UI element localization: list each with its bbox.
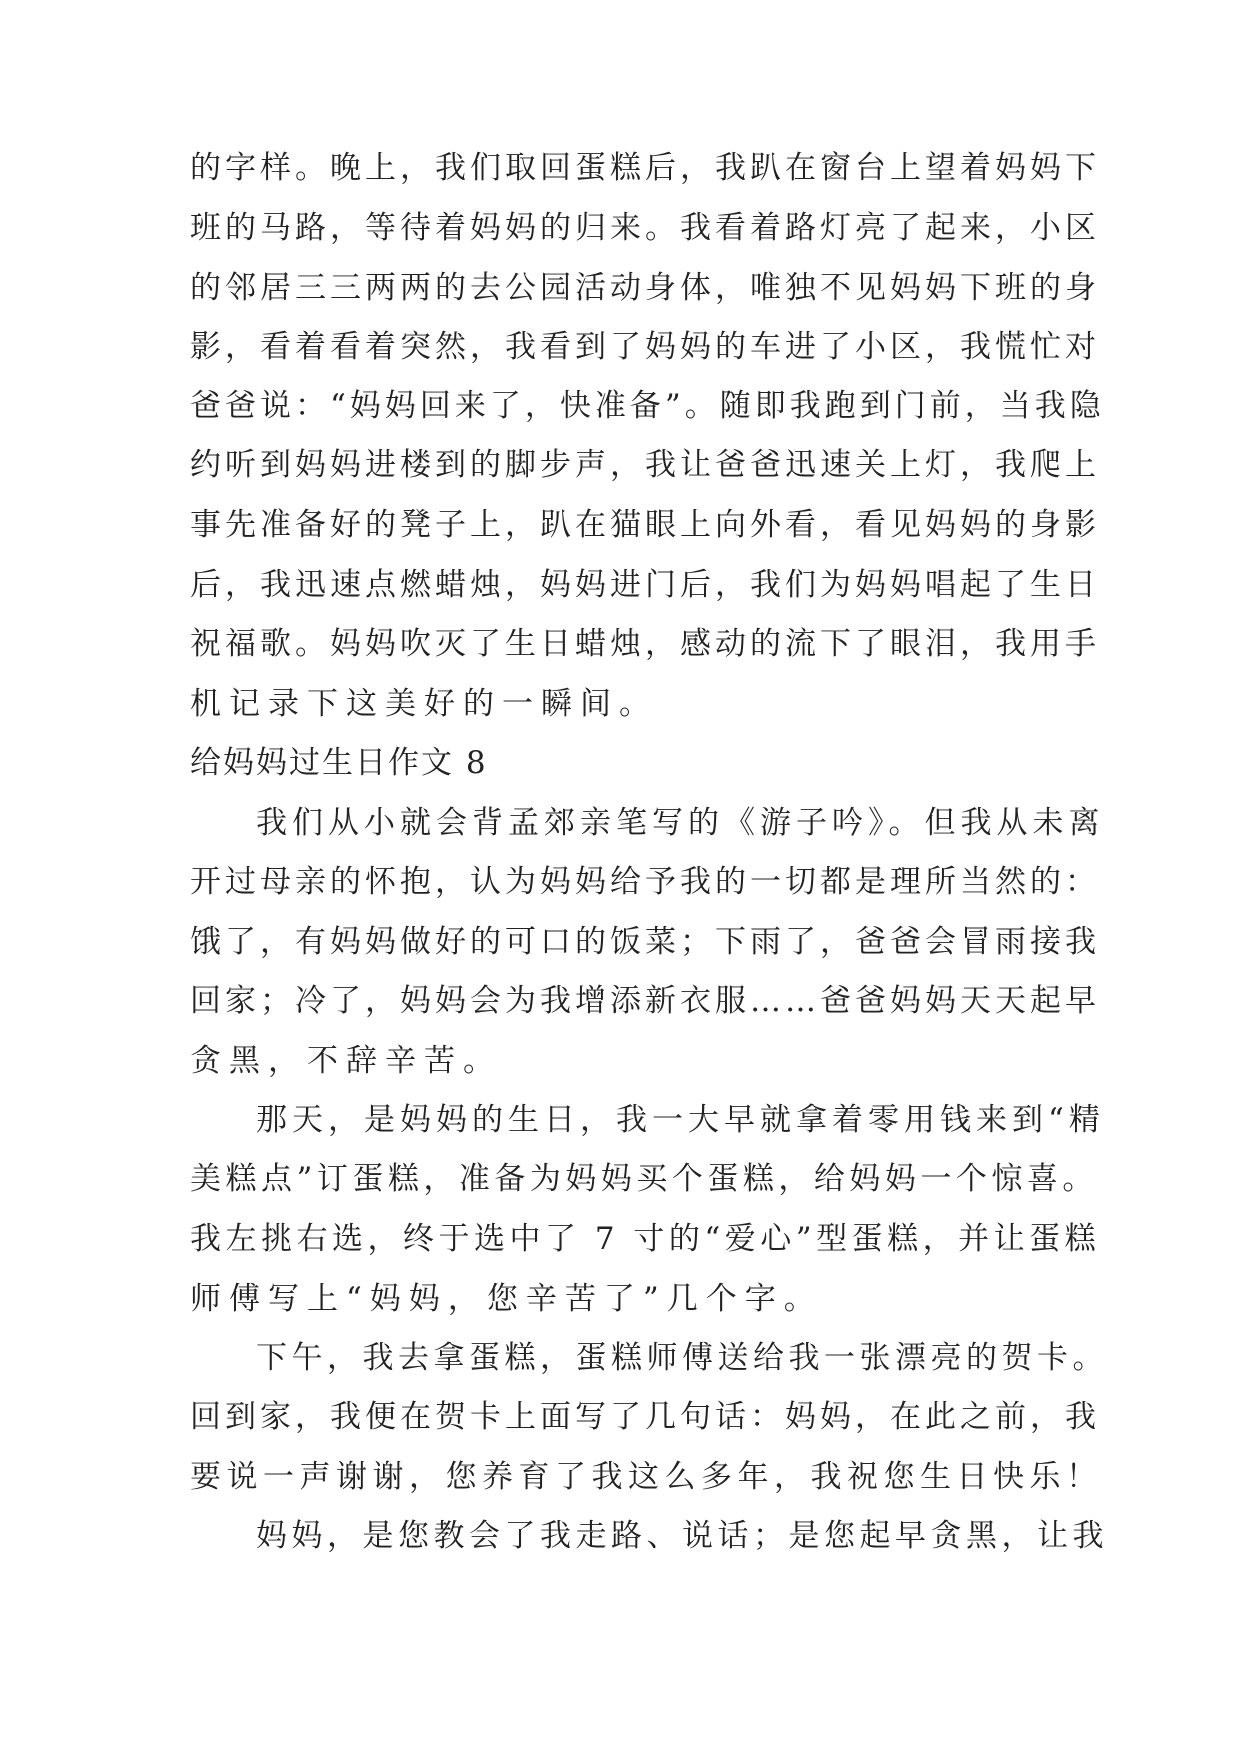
text-line: 事先准备好的凳子上，趴在猫眼上向外看，看见妈妈的身影 [190,507,1100,543]
text-line: 下午，我去拿蛋糕，蛋糕师傅送给我一张漂亮的贺卡。 [256,1340,1108,1376]
text-line: 回到家，我便在贺卡上面写了几句话：妈妈，在此之前，我 [190,1399,1100,1435]
text-line: 开过母亲的怀抱，认为妈妈给予我的一切都是理所当然的： [190,864,1100,900]
text-line: 我们从小就会背孟郊亲笔写的《游子吟》。但我从未离 [256,805,1105,841]
text-line: 的字样。晚上，我们取回蛋糕后，我趴在窗台上望着妈妈下 [190,150,1100,186]
text-line: 的邻居三三两两的去公园活动身体，唯独不见妈妈下班的身 [190,270,1100,306]
text-line: 约听到妈妈进楼到的脚步声，我让爸爸迅速关上灯，我爬上 [190,447,1100,483]
text-line: 师傅写上“妈妈，您辛苦了”几个字。 [190,1281,823,1317]
text-line: 那天，是妈妈的生日，我一大早就拿着零用钱来到“精 [256,1102,1105,1138]
text-line: 贪黑，不辞辛苦。 [190,1043,502,1079]
text-line: 机记录下这美好的一瞬间。 [190,686,658,722]
section-heading: 给妈妈过生日作文 8 [190,745,488,781]
text-line: 我左挑右选，终于选中了 7 寸的“爱心”型蛋糕，并让蛋糕 [190,1221,1101,1257]
text-line: 影，看着看着突然，我看到了妈妈的车进了小区，我慌忙对 [190,329,1100,365]
text-line: 美糕点”订蛋糕，准备为妈妈买个蛋糕，给妈妈一个惊喜。 [190,1161,1098,1197]
text-line: 爸爸说：“妈妈回来了，快准备”。随即我跑到门前，当我隐 [190,388,1105,424]
text-line: 妈妈，是您教会了我走路、说话；是您起早贪黑，让我 [256,1518,1108,1554]
text-line: 后，我迅速点燃蜡烛，妈妈进门后，我们为妈妈唱起了生日 [190,567,1100,603]
text-line: 祝福歌。妈妈吹灭了生日蜡烛，感动的流下了眼泪，我用手 [190,626,1100,662]
text-line: 要说一声谢谢，您养育了我这么多年，我祝您生日快乐！ [190,1459,1103,1495]
text-line: 回家；冷了，妈妈会为我增添新衣服……爸爸妈妈天天起早 [190,983,1100,1019]
text-line: 班的马路，等待着妈妈的归来。我看着路灯亮了起来，小区 [190,210,1100,246]
text-line: 饿了，有妈妈做好的可口的饭菜；下雨了，爸爸会冒雨接我 [190,924,1100,960]
